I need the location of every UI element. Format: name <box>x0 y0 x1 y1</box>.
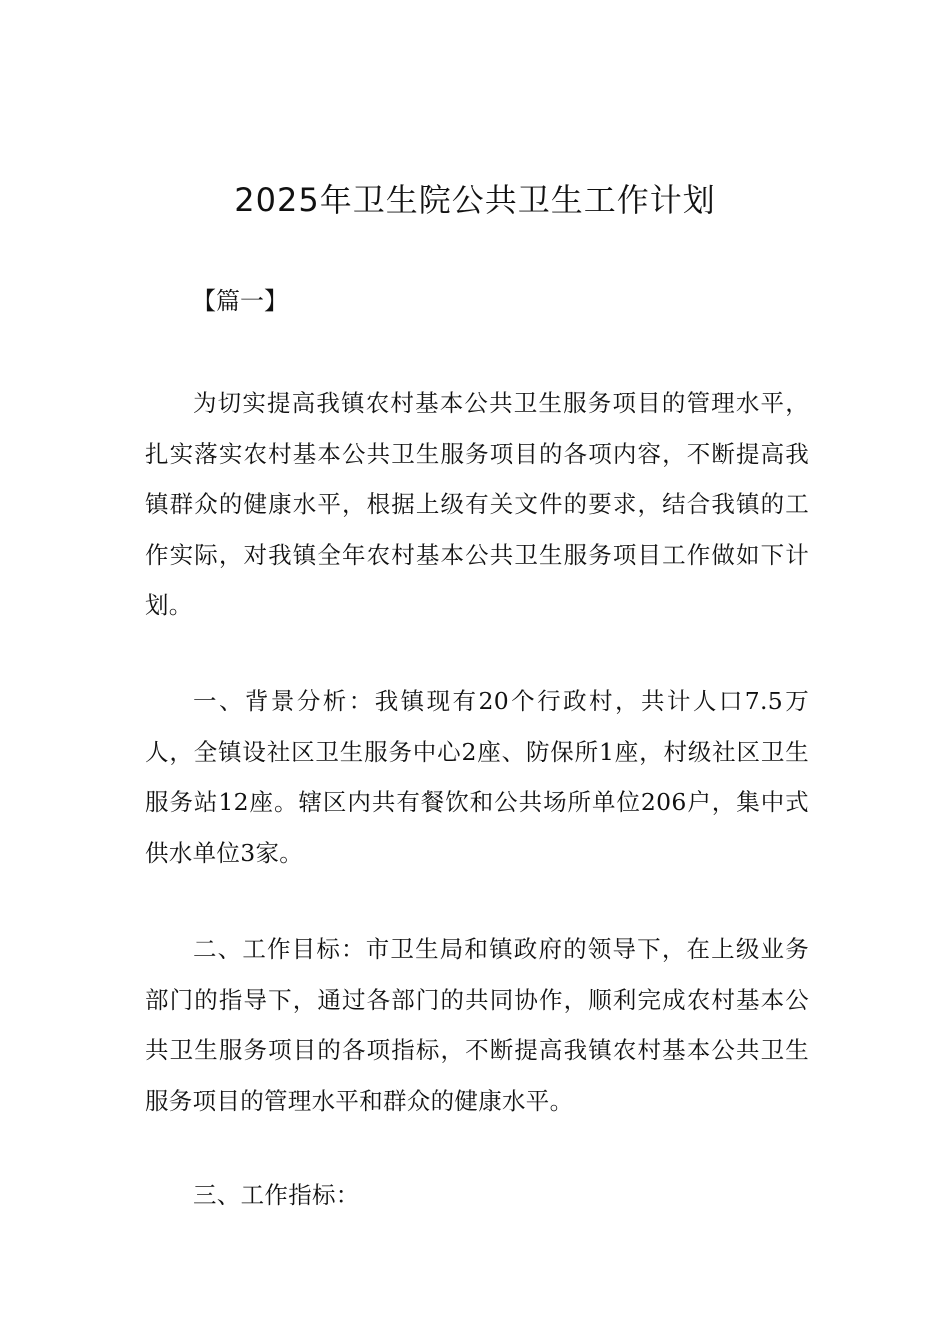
paragraph-indicators-heading: 三、工作指标： <box>193 1181 360 1209</box>
paragraph-intro: 为切实提高我镇农村基本公共卫生服务项目的管理水平，扎实落实农村基本公共卫生服务项目的各项内容，不断提高我镇群众的健康水平，根据上级有关文件的要求，结合我镇的工作实际，对我镇全年农村基本公共卫生服务项目工作做如下计划。 <box>145 389 809 619</box>
paragraph-background: 一、背景分析：我镇现有20个行政村，共计人口7.5万人，全镇设社区卫生服务中心2座、防保所1座，村级社区卫生服务站12座。辖区内共有餐饮和公共场所单位206户，集中式供水单位3家。 <box>145 687 809 867</box>
paragraph-goals: 二、工作目标：市卫生局和镇政府的领导下，在上级业务部门的指导下，通过各部门的共同协作，顺利完成农村基本公共卫生服务项目的各项指标，不断提高我镇农村基本公共卫生服务项目的管理水平和群众的健康水平。 <box>145 935 809 1115</box>
section-label: 【篇一】 <box>192 287 288 315</box>
document-title: 2025年卫生院公共卫生工作计划 <box>234 181 716 219</box>
